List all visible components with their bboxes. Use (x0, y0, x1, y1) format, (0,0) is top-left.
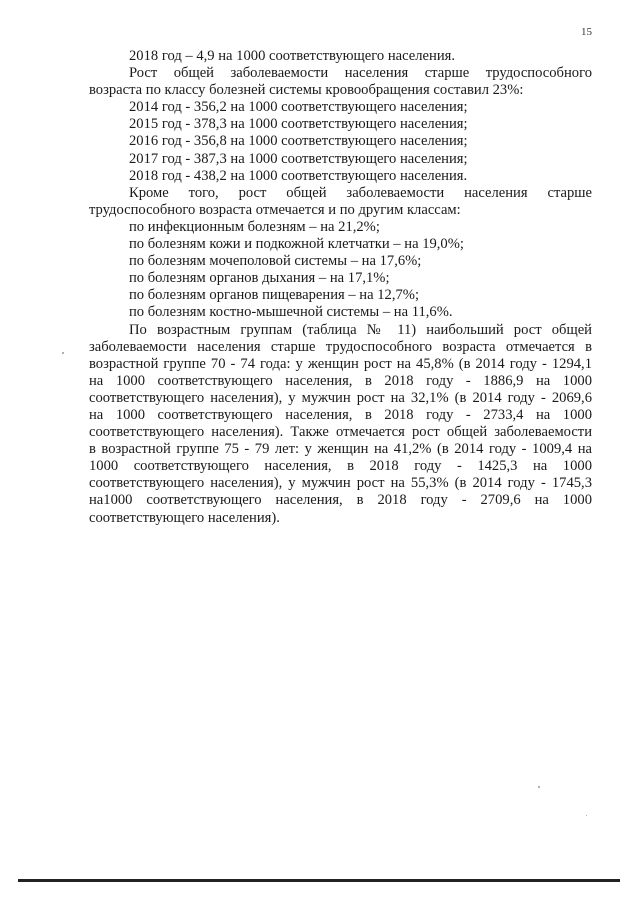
scan-speck (62, 352, 64, 354)
age-groups-line-5: соответствующего населения), у мужчин рост на 32,1% (в 2014 году - 2069,6 (89, 389, 592, 406)
year-line-2015: 2015 год - 378,3 на 1000 соответствующего населения; (129, 116, 468, 133)
class-item-digestive: по болезням органов пищеварения – на 12,7%; (129, 287, 419, 304)
document-body (89, 48, 592, 527)
other-classes-intro-line-2: трудоспособного возраста отмечается и по другим классам: (89, 201, 461, 218)
year-line-2014: 2014 год - 356,2 на 1000 соответствующего населения; (129, 99, 468, 116)
other-classes-intro-line-1: Кроме того, рост общей заболеваемости населения старше (129, 184, 592, 201)
scan-speck (586, 815, 587, 816)
age-groups-line-1: По возрастным группам (таблица № 11) наибольший рост общей (129, 321, 592, 338)
age-groups-line-4: на 1000 соответствующего населения, в 2018 году - 1886,9 на 1000 (89, 372, 592, 389)
year-line-2016: 2016 год - 356,8 на 1000 соответствующего населения; (129, 133, 468, 150)
age-groups-line-12: соответствующего населения). (89, 509, 280, 526)
scan-speck (538, 786, 540, 788)
age-groups-line-2: заболеваемости населения старше трудоспособного возраста отмечается в (89, 338, 592, 355)
age-groups-line-7: соответствующего населения). Также отмечается рост общей заболеваемости (89, 424, 592, 441)
age-groups-line-10: соответствующего населения), у мужчин рост на 55,3% (в 2014 году - 1745,3 (89, 475, 592, 492)
age-groups-line-3: возрастной группе 70 - 74 года: у женщин рост на 45,8% (в 2014 году - 1294,1 (89, 355, 592, 372)
class-item-infectious: по инфекционным болезням – на 21,2%; (129, 218, 380, 235)
class-item-genitourinary: по болезням мочеполовой системы – на 17,6%; (129, 253, 422, 270)
class-item-skin: по болезням кожи и подкожной клетчатки – на 19,0%; (129, 236, 464, 253)
age-groups-line-8: в возрастной группе 75 - 79 лет: у женщин на 41,2% (в 2014 году - 1009,4 на (89, 441, 592, 458)
class-item-musculoskeletal: по болезням костно-мышечной системы – на 11,6%. (129, 304, 453, 321)
age-groups-line-6: на 1000 соответствующего населения, в 2018 году - 2733,4 на 1000 (89, 406, 592, 423)
age-groups-line-9: 1000 соответствующего населения, в 2018 году - 1425,3 на 1000 (89, 458, 592, 475)
page-number: 15 (581, 26, 592, 38)
year-line-2018: 2018 год - 438,2 на 1000 соответствующего населения. (129, 167, 468, 184)
age-groups-paragraph (89, 322, 592, 527)
opening-line: 2018 год – 4,9 на 1000 соответствующего населения. (129, 48, 456, 64)
bottom-scan-edge (18, 879, 620, 882)
circulatory-intro-line-1: Рост общей заболеваемости населения старше трудоспособного (129, 65, 592, 82)
circulatory-paragraph (89, 65, 592, 185)
age-groups-line-11: на1000 соответствующего населения, в 2018 году - 2709,6 на 1000 (89, 492, 592, 509)
other-classes-paragraph (89, 185, 592, 322)
year-line-2017: 2017 год - 387,3 на 1000 соответствующего населения; (129, 150, 468, 167)
class-item-respiratory: по болезням органов дыхания – на 17,1%; (129, 270, 390, 287)
circulatory-intro-line-2: возраста по классу болезней системы кровообращения составил 23%: (89, 82, 524, 99)
